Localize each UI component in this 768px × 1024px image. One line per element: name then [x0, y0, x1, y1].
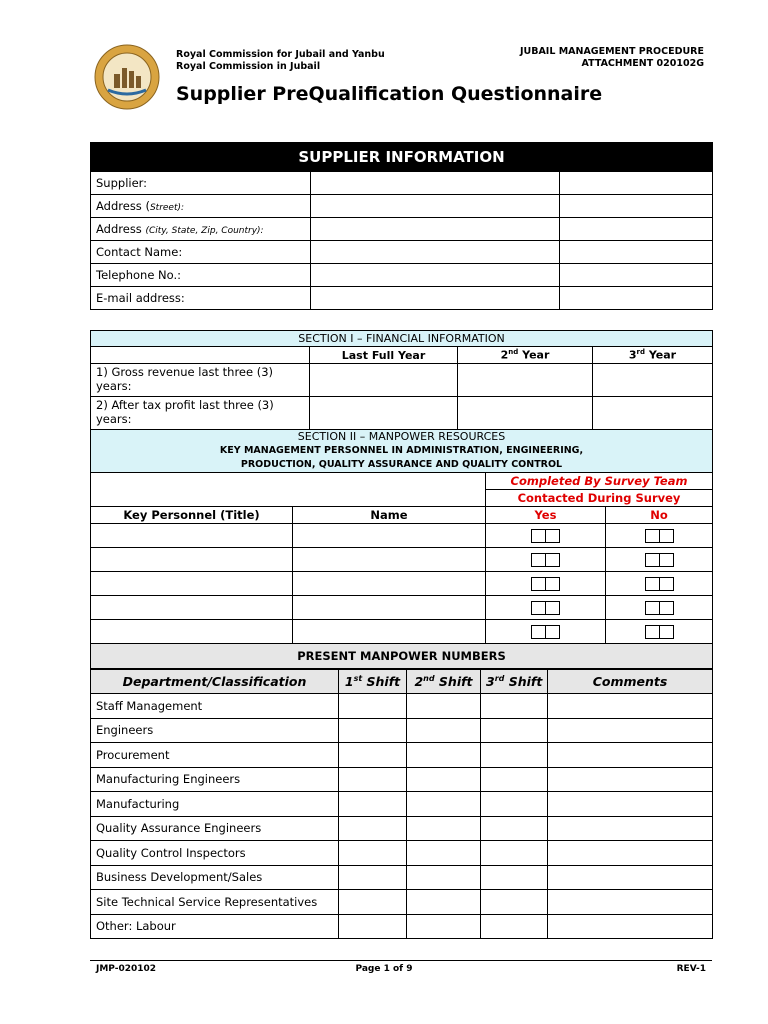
comments-header: Comments [548, 670, 713, 694]
table-row [91, 890, 713, 915]
ref-line-2: ATTACHMENT 020102G [581, 58, 704, 69]
table-row [91, 816, 713, 841]
footer-document-code: JMP-020102 [96, 964, 157, 974]
shift-1-field[interactable] [339, 816, 407, 841]
shift-2-field[interactable] [407, 816, 481, 841]
key-personnel-row [91, 596, 713, 620]
supplier-field-extra[interactable] [560, 172, 713, 195]
footer-revision: REV-1 [676, 964, 706, 974]
comments-field[interactable] [548, 694, 713, 719]
comments-field[interactable] [548, 865, 713, 890]
email-field[interactable] [311, 287, 560, 310]
contacted-during-survey: Contacted During Survey [486, 490, 713, 507]
telephone-label: Telephone No.: [91, 264, 311, 287]
comments-field[interactable] [548, 743, 713, 768]
gross-revenue-last-year[interactable] [310, 364, 458, 397]
after-tax-profit-row [91, 397, 713, 430]
shift-2-field[interactable] [407, 841, 481, 866]
comments-field[interactable] [548, 718, 713, 743]
table-row [91, 694, 713, 719]
after-tax-profit-year-3[interactable] [593, 397, 713, 430]
contact-name-field-extra[interactable] [560, 241, 713, 264]
shift-1-field[interactable] [339, 841, 407, 866]
key-personnel-row [91, 620, 713, 644]
department-label: Quality Control Inspectors [91, 841, 339, 866]
shift-1-field[interactable] [339, 743, 407, 768]
shift-1-field[interactable] [339, 914, 407, 939]
key-personnel-name-field[interactable] [293, 620, 486, 644]
royal-commission-logo-icon [94, 44, 160, 110]
key-personnel-title-field[interactable] [91, 524, 293, 548]
supplier-info-heading: SUPPLIER INFORMATION [91, 143, 713, 172]
comments-field[interactable] [548, 914, 713, 939]
shift-1-field[interactable] [339, 865, 407, 890]
yes-checkbox[interactable] [531, 577, 560, 591]
financial-blank-header [91, 347, 310, 364]
yes-cell [486, 596, 606, 620]
org-line-1: Royal Commission for Jubail and Yanbu [176, 49, 385, 60]
table-row [91, 914, 713, 939]
department-label: Manufacturing Engineers [91, 767, 339, 792]
shift-2-field[interactable] [407, 694, 481, 719]
address-street-label: Address (Street): [91, 195, 311, 218]
key-personnel-title-header: Key Personnel (Title) [91, 507, 293, 524]
shift-2-field[interactable] [407, 865, 481, 890]
no-header: No [606, 507, 713, 524]
comments-field[interactable] [548, 890, 713, 915]
department-label: Other: Labour [91, 914, 339, 939]
yes-header: Yes [486, 507, 606, 524]
shift-3-field[interactable] [481, 816, 548, 841]
present-manpower-headers [91, 670, 713, 694]
no-cell [606, 524, 713, 548]
present-manpower-title-row [91, 644, 713, 669]
footer-page-number: Page 1 of 9 [355, 964, 413, 974]
key-personnel-name-field[interactable] [293, 548, 486, 572]
gross-revenue-year-3[interactable] [593, 364, 713, 397]
shift-3-field[interactable] [481, 718, 548, 743]
shift-3-field[interactable] [481, 694, 548, 719]
table-row [91, 865, 713, 890]
key-personnel-name-field[interactable] [293, 596, 486, 620]
no-checkbox[interactable] [645, 529, 674, 543]
yes-checkbox[interactable] [531, 625, 560, 639]
completed-by-survey-team: Completed By Survey Team [486, 473, 713, 490]
email-label: E-mail address: [91, 287, 311, 310]
no-cell [606, 596, 713, 620]
section-2-title [91, 430, 713, 473]
address-city-field-extra[interactable] [560, 218, 713, 241]
contact-name-label: Contact Name: [91, 241, 311, 264]
shift-3-field[interactable] [481, 767, 548, 792]
department-label: Engineers [91, 718, 339, 743]
after-tax-profit-label: 2) After tax profit last three (3) years: [91, 397, 310, 430]
gross-revenue-row [91, 364, 713, 397]
present-manpower-title: PRESENT MANPOWER NUMBERS [91, 644, 713, 669]
financial-column-headers [91, 347, 713, 364]
no-cell [606, 548, 713, 572]
key-personnel-row [91, 548, 713, 572]
section-1-title-row [91, 331, 713, 347]
supplier-label: Supplier: [91, 172, 311, 195]
address-street-field[interactable] [311, 195, 560, 218]
key-personnel-title-field[interactable] [91, 620, 293, 644]
telephone-field[interactable] [311, 264, 560, 287]
yes-cell [486, 548, 606, 572]
gross-revenue-label: 1) Gross revenue last three (3) years: [91, 364, 310, 397]
financial-manpower-table [90, 330, 713, 669]
org-line-2: Royal Commission in Jubail [176, 61, 321, 72]
telephone-field-extra[interactable] [560, 264, 713, 287]
yes-checkbox[interactable] [531, 529, 560, 543]
address-city-label: Address (City, State, Zip, Country): [91, 218, 311, 241]
section-2-subtitle-1: KEY MANAGEMENT PERSONNEL IN ADMINISTRATION, ENGINEERING, [219, 445, 584, 456]
second-year-header: 2nd Year [458, 347, 593, 364]
shift-2-field[interactable] [407, 792, 481, 817]
key-personnel-title-field[interactable] [91, 572, 293, 596]
key-personnel-title-field[interactable] [91, 548, 293, 572]
first-shift-header: 1st Shift [339, 670, 407, 694]
section-2-subtitle-2: PRODUCTION, QUALITY ASSURANCE AND QUALITY CONTROL [240, 459, 563, 470]
third-shift-header: 3rd Shift [481, 670, 548, 694]
shift-2-field[interactable] [407, 914, 481, 939]
shift-3-field[interactable] [481, 890, 548, 915]
section-2-heading: SECTION II – MANPOWER RESOURCES [297, 430, 506, 443]
last-full-year-header: Last Full Year [310, 347, 458, 364]
shift-1-field[interactable] [339, 890, 407, 915]
shift-3-field[interactable] [481, 743, 548, 768]
no-checkbox[interactable] [645, 625, 674, 639]
supplier-info-table [90, 142, 713, 310]
no-cell [606, 572, 713, 596]
no-checkbox[interactable] [645, 577, 674, 591]
yes-checkbox[interactable] [531, 601, 560, 615]
address-street-field-extra[interactable] [560, 195, 713, 218]
department-header: Department/Classification [91, 670, 339, 694]
shift-2-field[interactable] [407, 718, 481, 743]
shift-2-field[interactable] [407, 743, 481, 768]
key-personnel-title-field[interactable] [91, 596, 293, 620]
shift-1-field[interactable] [339, 694, 407, 719]
shift-3-field[interactable] [481, 914, 548, 939]
email-field-extra[interactable] [560, 287, 713, 310]
shift-3-field[interactable] [481, 865, 548, 890]
second-shift-header: 2nd Shift [407, 670, 481, 694]
department-label: Site Technical Service Representatives [91, 890, 339, 915]
present-manpower-table [90, 669, 713, 939]
shift-2-field[interactable] [407, 890, 481, 915]
key-personnel-row [91, 524, 713, 548]
key-personnel-headers [91, 507, 713, 524]
contact-name-field[interactable] [311, 241, 560, 264]
shift-3-field[interactable] [481, 792, 548, 817]
shift-2-field[interactable] [407, 767, 481, 792]
shift-1-field[interactable] [339, 718, 407, 743]
comments-field[interactable] [548, 767, 713, 792]
yes-cell [486, 620, 606, 644]
comments-field[interactable] [548, 841, 713, 866]
shift-1-field[interactable] [339, 792, 407, 817]
department-label: Procurement [91, 743, 339, 768]
name-header: Name [293, 507, 486, 524]
department-label: Quality Assurance Engineers [91, 816, 339, 841]
comments-field[interactable] [548, 816, 713, 841]
survey-blank-cell [91, 473, 486, 507]
after-tax-profit-last-year[interactable] [310, 397, 458, 430]
department-label: Business Development/Sales [91, 865, 339, 890]
footer-divider [90, 960, 712, 961]
survey-note-row [91, 473, 713, 490]
no-checkbox[interactable] [645, 553, 674, 567]
department-label: Staff Management [91, 694, 339, 719]
organization-name [176, 49, 385, 73]
table-row [91, 743, 713, 768]
after-tax-profit-year-2[interactable] [458, 397, 593, 430]
yes-cell [486, 524, 606, 548]
supplier-field[interactable] [311, 172, 560, 195]
yes-cell [486, 572, 606, 596]
no-cell [606, 620, 713, 644]
shift-1-field[interactable] [339, 767, 407, 792]
section-1-title: SECTION I – FINANCIAL INFORMATION [91, 331, 713, 347]
address-city-field[interactable] [311, 218, 560, 241]
table-row [91, 841, 713, 866]
document-reference [520, 46, 704, 70]
department-label: Manufacturing [91, 792, 339, 817]
ref-line-1: JUBAIL MANAGEMENT PROCEDURE [519, 46, 704, 57]
page-title: Supplier PreQualification Questionnaire [176, 83, 603, 105]
no-checkbox[interactable] [645, 601, 674, 615]
section-2-title-row [91, 430, 713, 473]
key-personnel-row [91, 572, 713, 596]
table-row [91, 767, 713, 792]
shift-3-field[interactable] [481, 841, 548, 866]
key-personnel-name-field[interactable] [293, 572, 486, 596]
table-row [91, 718, 713, 743]
yes-checkbox[interactable] [531, 553, 560, 567]
gross-revenue-year-2[interactable] [458, 364, 593, 397]
key-personnel-name-field[interactable] [293, 524, 486, 548]
table-row [91, 792, 713, 817]
third-year-header: 3rd Year [593, 347, 713, 364]
comments-field[interactable] [548, 792, 713, 817]
